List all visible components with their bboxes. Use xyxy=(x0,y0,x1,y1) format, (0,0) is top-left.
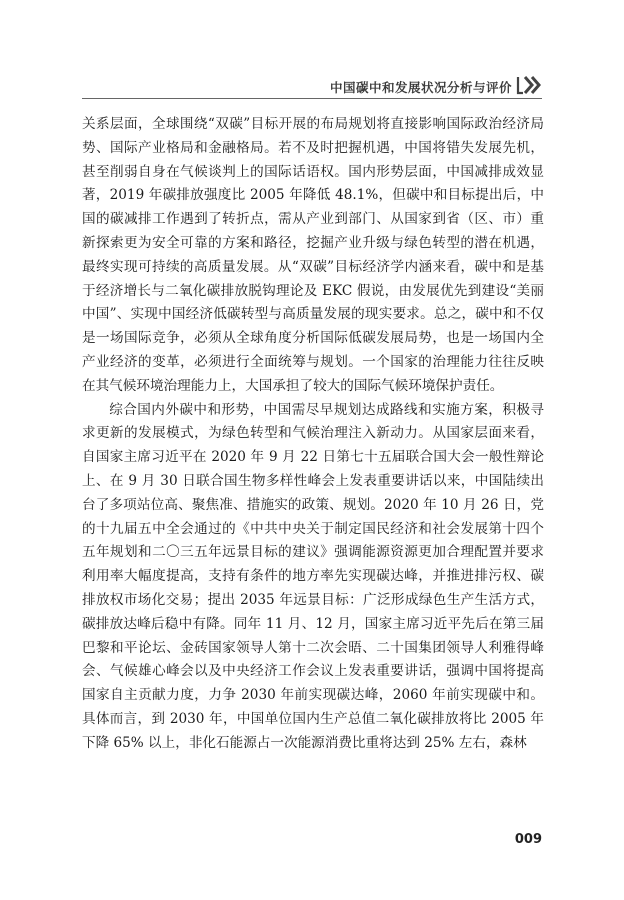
double-chevron-icon xyxy=(516,74,542,96)
page-number: 009 xyxy=(514,832,542,847)
paragraph-continued: 关系层面，全球围绕“双碳”目标开展的布局规划将直接影响国际政治经济局势、国际产业格局和金融格局。若不及时把握机遇，中国将错失发展先机，甚至削弱自身在气候谈判上的国际话语权。国内形势层面，中国减排成效显著，2019 年碳排放强度比 2005 年降低 48.1%，但碳中和目标提出后，中国的碳减排工作遇到了转折点，需从产业到部门、从国家到省（区、市）重新探索更为安全可靠的方案和路径，挖掘产业升级与绿色转型的潜在机遇，最终实现可持续的高质量发展。从“双碳”目标经济学内涵来看，碳中和是基于经济增长与二氧化碳排放脱钩理论及 EKC 假说，由发展优先到建设“美丽中国”、实现中国经济低碳转型与高质量发展的现实要求。总之，碳中和不仅是一场国际竞争，必须从全球角度分析国际低碳发展局势，也是一场国内全产业经济的变革，必须进行全面统筹与规划。一个国家的治理能力往往反映在其气候环境治理能力上，大国承担了较大的国际气候环境保护责任。 xyxy=(82,116,544,394)
running-header xyxy=(82,72,542,96)
paragraph: 综合国内外碳中和形势，中国需尽早规划达成路线和实施方案，积极寻求更新的发展模式，为绿色转型和气候治理注入新动力。从国家层面来看，自国家主席习近平在 2020 年 9 月 22 日第七十五届联合国大会一般性辩论上、在 9 月 30 日联合国生物多样性峰会上发表重要讲话以来，中国陆续出台了多项站位高、聚焦准、措施实的政策、规划。2020 年 10 月 26 日，党的十九届五中全会通过的《中共中央关于制定国民经济和社会发展第十四个五年规划和二〇三五年远景目标的建议》强调能源资源更加合理配置并要求利用率大幅度提高，支持有条件的地方率先实现碳达峰，并推进排污权、碳排放权市场化交易；提出 2035 年远景目标：广泛形成绿色生产生活方式，碳排放达峰后稳中有降。同年 11 月、12 月，国家主席习近平先后在第三届巴黎和平论坛、金砖国家领导人第十二次会晤、二十国集团领导人利雅得峰会、气候雄心峰会以及中央经济工作会议上发表重要讲话，强调中国将提高国家自主贡献力度，力争 2030 年前实现碳达峰，2060 年前实现碳中和。具体而言，到 2030 年，中国单位国内生产总值二氧化碳排放将比 2005 年下降 65% 以上，非化石能源占一次能源消费比重将达到 25% 左右，森林 xyxy=(82,401,544,751)
header-title: 中国碳中和发展状况分析与评价 xyxy=(329,80,512,95)
header-rule xyxy=(82,98,542,99)
body-text xyxy=(82,113,544,756)
